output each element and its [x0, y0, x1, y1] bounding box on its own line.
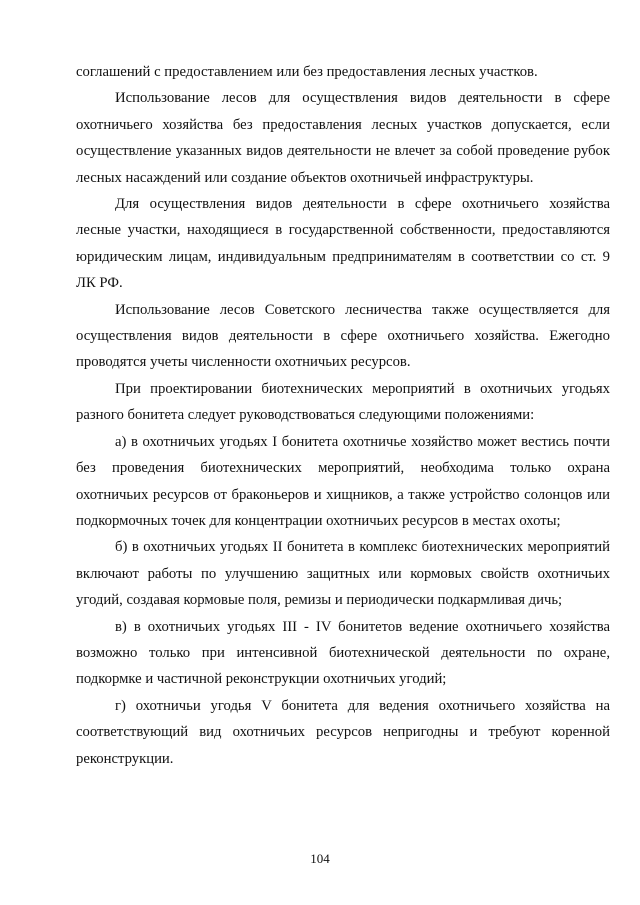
- list-item-b: б) в охотничьих угодьях II бонитета в комплекс биотехнических мероприятий включают работы по улучшению защитных или кормовых свойств охотничьих угодий, создавая кормовые поля, ремизы и периодически подкармливая дичь;: [76, 539, 610, 609]
- document-body: [76, 59, 610, 772]
- list-item-d: г) охотничьи угодья V бонитета для ведения охотничьего хозяйства на соответствующий вид охотничьих ресурсов непригодны и требуют коренной реконструкции.: [76, 697, 610, 767]
- list-item-a: а) в охотничьих угодьях I бонитета охотничье хозяйство может вестись почти без проведения биотехнических мероприятий, необходима только охрана охотничьих ресурсов от браконьеров и хищников, а также устройство солонцов или подкормочных точек для концентрации охотничьих ресурсов в местах охоты;: [76, 433, 610, 529]
- paragraph-forest-use-without-plots: Использование лесов для осуществления видов деятельности в сфере охотничьего хозяйства без предоставления лесных участков допускается, если осуществление указанных видов деятельности не влечет за собой проведение рубок лесных насаждений или создание объектов охотничьей инфраструктуры.: [76, 90, 610, 186]
- page-number: 104: [310, 851, 330, 866]
- paragraph-sovetsky-forestry: Использование лесов Советского лесничества также осуществляется для осуществления видов деятельности в сфере охотничьего хозяйства. Ежегодно проводятся учеты численности охотничьих ресурсов.: [76, 301, 610, 371]
- paragraph-continuation: соглашений с предоставлением или без предоставления лесных участков.: [76, 64, 538, 80]
- paragraph-biotech-design: При проектировании биотехнических мероприятий в охотничьих угодьях разного бонитета следует руководствоваться следующими положениями:: [76, 380, 610, 424]
- list-item-c: в) в охотничьих угодьях III - IV бонитетов ведение охотничьего хозяйства возможно только при интенсивной биотехнической деятельности по охране, подкормке и частичной реконструкции охотничьих угодий;: [76, 618, 610, 688]
- paragraph-plots-provision: Для осуществления видов деятельности в сфере охотничьего хозяйства лесные участки, находящиеся в государственной собственности, предоставляются юридическим лицам, индивидуальным предпринимателям в соответствии со ст. 9 ЛК РФ.: [76, 196, 610, 292]
